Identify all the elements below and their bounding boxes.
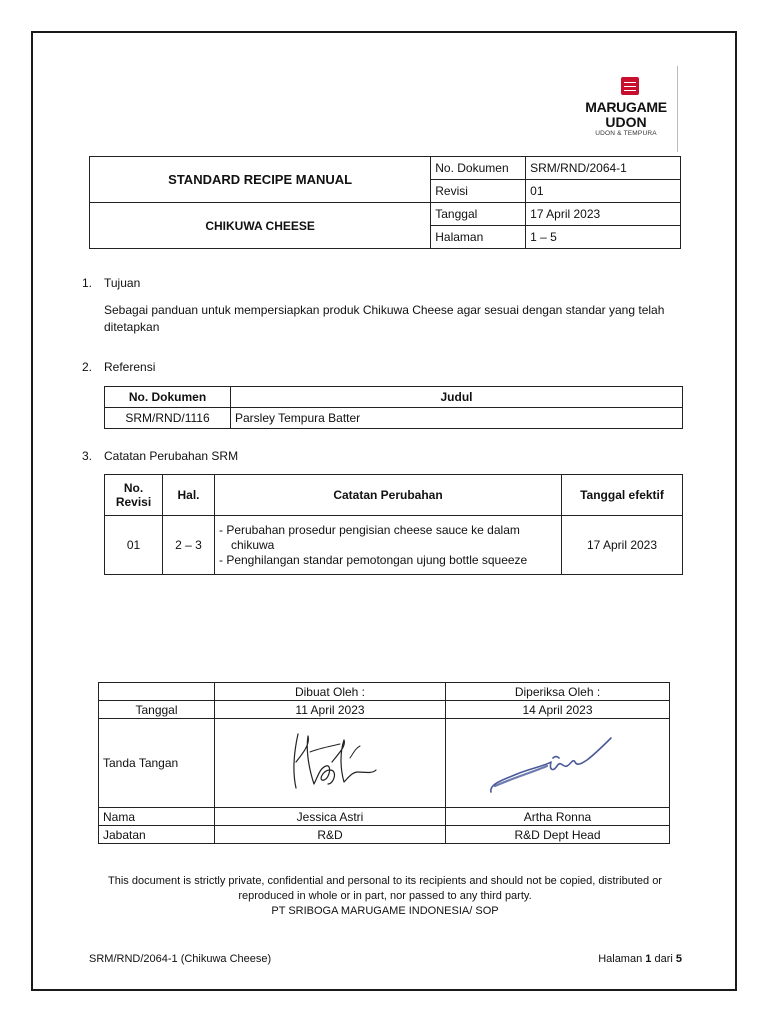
approval-label-tanggal: Tanggal [99,701,215,719]
header-label-revisi: Revisi [431,180,526,203]
change-cell-catatan [215,516,562,575]
header-value-revisi: 01 [526,180,681,203]
approval-tanggal-dibuat: 11 April 2023 [215,701,446,719]
page-total: 5 [675,953,682,965]
approval-nama-dibuat: Jessica Astri [215,808,446,826]
approval-table [98,682,670,844]
section-3-number: 3. [82,449,93,463]
table-row [105,408,683,429]
change-header-hal: Hal. [163,475,215,516]
change-cell-tanggal: 17 April 2023 [562,516,683,575]
section-3-title: Catatan Perubahan SRM [104,449,239,463]
change-log-table [104,474,683,575]
confidentiality-line-1: This document is strictly private, confidential and personal to its recipients and should not be copied, distributed or [108,875,662,887]
change-cell-hal: 2 – 3 [163,516,215,575]
signature-artha-image [483,722,633,802]
logo-seal-icon [621,77,639,95]
table-row [105,516,683,575]
confidentiality-note [80,874,690,919]
approval-jabatan-dibuat: R&D [215,826,446,844]
signature-jessica-image [280,722,380,802]
header-label-no-dokumen: No. Dokumen [431,157,526,180]
approval-jabatan-diperiksa: R&D Dept Head [446,826,670,844]
change-header-catatan: Catatan Perubahan [215,475,562,516]
page-number [560,953,682,965]
approval-label-jabatan: Jabatan [99,826,215,844]
reference-table [104,386,683,429]
confidentiality-line-3: PT SRIBOGA MARUGAME INDONESIA/ SOP [271,905,499,917]
logo-brand-line1: MARUGAME [585,99,667,115]
section-2-title: Referensi [104,360,156,374]
approval-nama-diperiksa: Artha Ronna [446,808,670,826]
change-header-revisi: No. Revisi [105,475,163,516]
change-item-2: - Penghilangan standar pemotongan ujung bottle squeeze [219,552,528,567]
change-header-tanggal: Tanggal efektif [562,475,683,516]
approval-label-nama: Nama [99,808,215,826]
approval-tanggal-diperiksa: 14 April 2023 [446,701,670,719]
header-value-no-dokumen: SRM/RND/2064-1 [526,157,681,180]
change-cell-revisi: 01 [105,516,163,575]
page-current: 1 [645,953,652,965]
company-logo [574,66,678,152]
approval-label-ttd: Tanda Tangan [99,719,215,808]
change-item-1: - Perubahan prosedur pengisian cheese sauce ke dalam chikuwa [219,522,520,552]
confidentiality-line-2: reproduced in whole or in part, nor passed to any third party. [238,890,532,902]
ref-cell-judul: Parsley Tempura Batter [231,408,683,429]
page-of: dari [654,953,673,965]
approval-header-diperiksa: Diperiksa Oleh : [446,683,670,701]
header-table [89,156,681,249]
approval-header-empty [99,683,215,701]
document-subtitle: CHIKUWA CHEESE [90,203,431,249]
page-label: Halaman [598,953,643,965]
ref-header-no-dokumen: No. Dokumen [105,387,231,408]
signature-dibuat [215,719,446,808]
header-value-tanggal: 17 April 2023 [526,203,681,226]
document-title: STANDARD RECIPE MANUAL [90,157,431,203]
signature-diperiksa [446,719,670,808]
approval-header-dibuat: Dibuat Oleh : [215,683,446,701]
header-label-halaman: Halaman [431,226,526,249]
header-value-halaman: 1 – 5 [526,226,681,249]
logo-tagline: UDON & TEMPURA [595,130,657,137]
ref-cell-no-dokumen: SRM/RND/1116 [105,408,231,429]
section-1-title: Tujuan [104,276,141,290]
section-1-text: Sebagai panduan untuk mempersiapkan produk Chikuwa Cheese agar sesuai dengan standar yang telah ditetapkan [104,303,665,334]
logo-brand-line2: UDON [605,114,647,130]
header-label-tanggal: Tanggal [431,203,526,226]
section-1-number: 1. [82,276,93,290]
ref-header-judul: Judul [231,387,683,408]
footer-doc-ref: SRM/RND/2064-1 (Chikuwa Cheese) [89,953,272,965]
section-2-number: 2. [82,360,93,374]
